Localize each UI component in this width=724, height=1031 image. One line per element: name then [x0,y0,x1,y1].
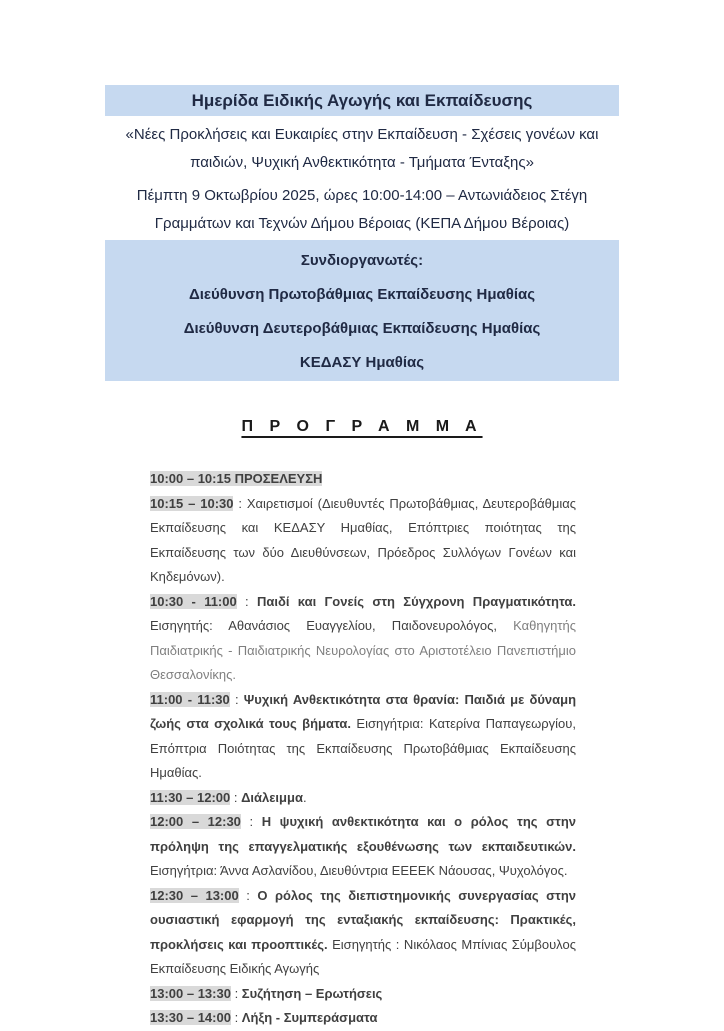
program-separator: : [236,593,257,609]
program-text-segment: Ψυχική Ανθεκτικότητα στα θρανία: Παιδιά με δύναμη ζωής στα σχολικά τους βήματα. [150,691,577,731]
program-text-segment: ΠΡΟΣΕΛΕΥΣΗ [230,471,323,486]
program-entry [150,810,576,884]
program-entry [150,884,576,982]
program-text-segment: Διάλειμμα [241,789,303,805]
program-heading-text: Π Ρ Ο Γ Ρ Α Μ Μ Α [241,418,483,435]
program-text-segment: Εισηγητής : Νικόλαος Μπίνιας Σύμβουλος Εκπαίδευσης Ειδικής Αγωγής [150,936,576,976]
program-separator: : [229,691,244,707]
event-subtitle: «Νέες Προκλήσεις και Ευκαιρίες στην Εκπαίδευση - Σχέσεις γονέων και παιδιών, Ψυχική Ανθεκτικότητα - Τμήματα Ένταξης» [125,126,599,171]
program-separator: : [230,789,242,805]
program-time: 13:00 – 13:30 [150,985,231,1001]
organizer-item: Διεύθυνση Πρωτοβάθμιας Εκπαίδευσης Ημαθίας [188,286,536,303]
program-text-segment: Παιδί και Γονείς στη Σύγχρονη Πραγματικότητα. [256,593,577,609]
program-text-segment: Συζήτηση – Ερωτήσεις [241,985,383,1001]
program-entry [150,786,576,811]
program-time: 12:30 – 13:00 [150,887,239,903]
program-entry [150,467,576,492]
program-time: 11:00 - 11:30 [150,691,230,707]
program-separator: : [240,814,262,829]
program-text-segment: Λήξη - Συμπεράσματα [241,1010,378,1025]
program-text-segment: Εισηγητής: Αθανάσιος Ευαγγελίου, Παιδονευρολόγος, [150,618,514,633]
program-text-segment: . [302,789,307,805]
program-schedule [150,467,576,1031]
organizers-box [105,240,619,381]
program-time: 11:30 – 12:00 [150,789,231,805]
program-text-segment: Εισηγήτρια: Κατερίνα Παπαγεωργίου, Επόπτρια Ποιότητας της Εκπαίδευσης Πρωτοβάθμιας Εκπαίδευσης Ημαθίας. [150,716,576,780]
program-time: 13:30 – 14:00 [150,1010,231,1025]
program-time: 10:30 - 11:00 [150,593,237,609]
page-title: Ημερίδα Ειδικής Αγωγής και Εκπαίδευσης [191,90,533,110]
program-heading [105,418,619,436]
program-entry [150,688,576,786]
program-text-segment: Εισηγήτρια: Άννα Ασλανίδου, Διευθύντρια ΕΕΕΕΚ Νάουσας, Ψυχολόγος. [150,863,568,878]
program-entry [150,982,576,1007]
program-entry [150,1006,576,1031]
program-entry [150,590,576,688]
program-text-segment: Καθηγητής Παιδιατρικής - Παιδιατρικής Νευρολογίας στο Αριστοτέλειο Πανεπιστήμιο Θεσσαλονίκης. [150,618,576,682]
event-date-venue: Πέμπτη 9 Οκτωβρίου 2025, ώρες 10:00-14:00 – Αντωνιάδειος Στέγη Γραμμάτων και Τεχνών Δήμου Βέροιας (ΚΕΠΑ Δήμου Βέροιας) [136,187,588,232]
program-text-segment: Ο ρόλος της διεπιστημονικής συνεργασίας στην ουσιαστική εφαρμογή της ενταξιακής εκπαίδευσης: Πρακτικές, προκλήσεις και προοπτικές. [150,887,576,952]
program-separator: : [238,887,258,903]
organizers-heading: Συνδιοργανωτές: [300,252,424,269]
organizer-item: Διεύθυνση Δευτεροβάθμιας Εκπαίδευσης Ημαθίας [183,320,541,337]
program-time: 12:00 – 12:30 [150,814,241,829]
program-text-segment: Χαιρετισμοί (Διευθυντές Πρωτοβάθμιας, Δευτεροβάθμιας Εκπαίδευσης και ΚΕΔΑΣΥ Ημαθίας, Επόπτριες ποιότητας της Εκπαίδευσης των δύο Διευθύνσεων, Πρόεδρος Συλλόγων Γονέων και Κηδεμόνων). [150,495,576,584]
program-time: 10:15 – 10:30 [150,495,234,511]
program-separator: : [230,985,242,1001]
program-text-segment: Η ψυχική ανθεκτικότητα και ο ρόλος της στην πρόληψη της επαγγελματικής εξουθένωσης των εκπαιδευτικών. [150,814,576,854]
organizers-list [105,278,619,380]
event-title-banner [105,85,619,116]
organizer-item: ΚΕΔΑΣΥ Ημαθίας [299,354,425,371]
program-time: 10:00 – 10:15 [150,471,231,486]
program-separator: : [233,495,247,511]
program-separator: : [230,1010,242,1025]
program-entry [150,492,576,590]
